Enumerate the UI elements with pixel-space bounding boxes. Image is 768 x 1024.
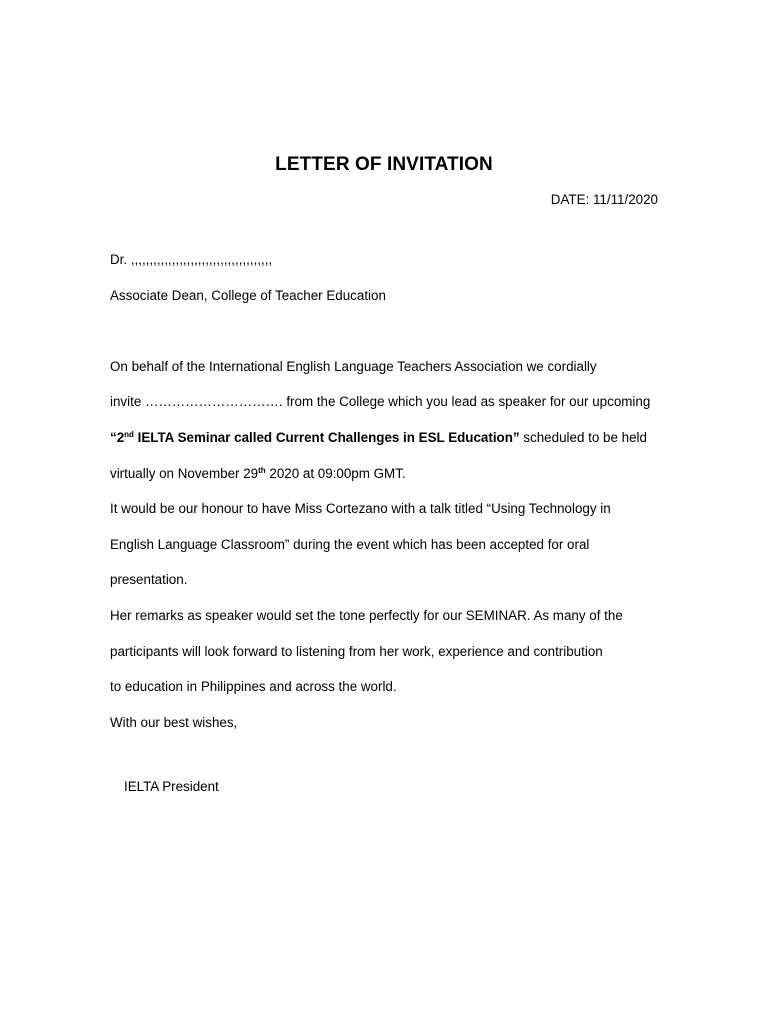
event-date-post: 2020 at 09:00pm GMT. [265,466,406,481]
seminar-title-open: “2 [110,430,125,445]
seminar-ordinal-suffix: nd [124,430,134,439]
body-line-7: presentation. [110,572,188,587]
recipient-title: Associate Dean, College of Teacher Education [110,288,386,303]
letter-title: LETTER OF INVITATION [275,154,493,175]
body-line-4 [110,465,406,483]
body-line-3 [110,429,647,447]
signature: IELTA President [124,779,219,794]
body-line-1: On behalf of the International English Language Teachers Association we cordially [110,359,597,374]
body-line-5: It would be our honour to have Miss Cortezano with a talk titled “Using Technology in [110,501,611,516]
body-line-10: to education in Philippines and across the world. [110,679,397,694]
seminar-title: IELTA Seminar called Current Challenges in ESL Education” [133,430,520,445]
body-line-3-rest: scheduled to be held [519,430,647,445]
body-line-2: invite …………………………. from the College which you lead as speaker for our upcoming [110,394,651,409]
event-date-pre: virtually on November 29 [110,466,259,481]
letter-date: DATE: 11/11/2020 [550,192,658,207]
event-date-suffix: th [258,466,266,475]
recipient-name: Dr. ,,,,,,,,,,,,,,,,,,,,,,,,,,,,,,,,,,,,,, [110,252,273,267]
body-line-6: English Language Classroom” during the event which has been accepted for oral [110,537,590,552]
closing: With our best wishes, [110,715,238,730]
body-line-9: participants will look forward to listening from her work, experience and contribution [110,644,603,659]
body-line-8: Her remarks as speaker would set the tone perfectly for our SEMINAR. As many of the [110,608,623,623]
